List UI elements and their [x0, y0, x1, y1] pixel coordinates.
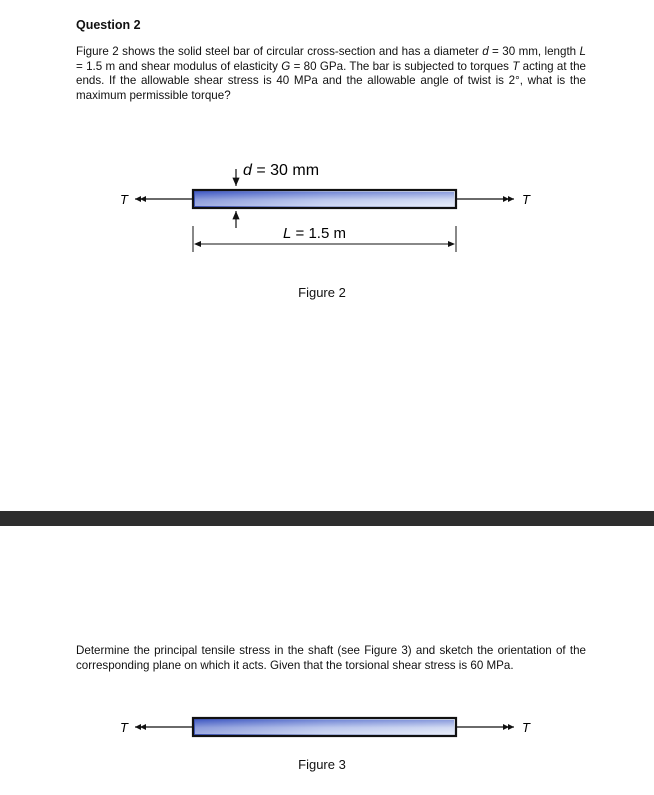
- length-arrow-left: [194, 241, 201, 247]
- length-arrow-right: [448, 241, 455, 247]
- diameter-label-rest: = 30 mm: [251, 162, 320, 179]
- page-divider: [0, 511, 654, 526]
- figure-3-caption: Figure 3: [298, 757, 346, 772]
- length-label: L = 1.5 m: [283, 225, 346, 242]
- length-label-rest: = 1.5 m: [291, 225, 346, 242]
- fig3-torque-right-label: T: [522, 720, 530, 735]
- document-page-2: [0, 526, 654, 795]
- question-heading: Question 2: [76, 18, 141, 32]
- fig3-torque-right-arrowhead: [503, 724, 514, 730]
- fig3-steel-bar-shading: [195, 720, 454, 734]
- torque-right-label: T: [522, 192, 530, 207]
- figure-2-caption: Figure 2: [298, 285, 346, 300]
- diameter-label: d = 30 mm: [243, 162, 320, 179]
- steel-bar-shading: [195, 192, 454, 206]
- figure-3-diagram: [0, 526, 654, 795]
- question-paragraph-1: Figure 2 shows the solid steel bar of circular cross-section and has a diameter d = 30 mm, length L = 1.5 m and shear modulus of elasticity G = 80 GPa. The bar is subjected to torques T acting at the ends. If the allowable shear stress is 40 MPa and the allowable angle of twist is 2°, what is the maximum permissible torque?: [76, 45, 587, 102]
- fig3-torque-left-arrowhead: [135, 724, 146, 730]
- fig3-torque-left-label: T: [120, 720, 128, 735]
- question-paragraph-2: Determine the principal tensile stress in the shaft (see Figure 3) and sketch the orientation of the corresponding plane on which it acts. Given that the torsional shear stress is 60 MPa.: [76, 644, 586, 672]
- torque-left-arrowhead: [135, 196, 146, 202]
- torque-right-arrowhead: [503, 196, 514, 202]
- torque-left-label: T: [120, 192, 128, 207]
- figure-2-diagram: [0, 0, 654, 300]
